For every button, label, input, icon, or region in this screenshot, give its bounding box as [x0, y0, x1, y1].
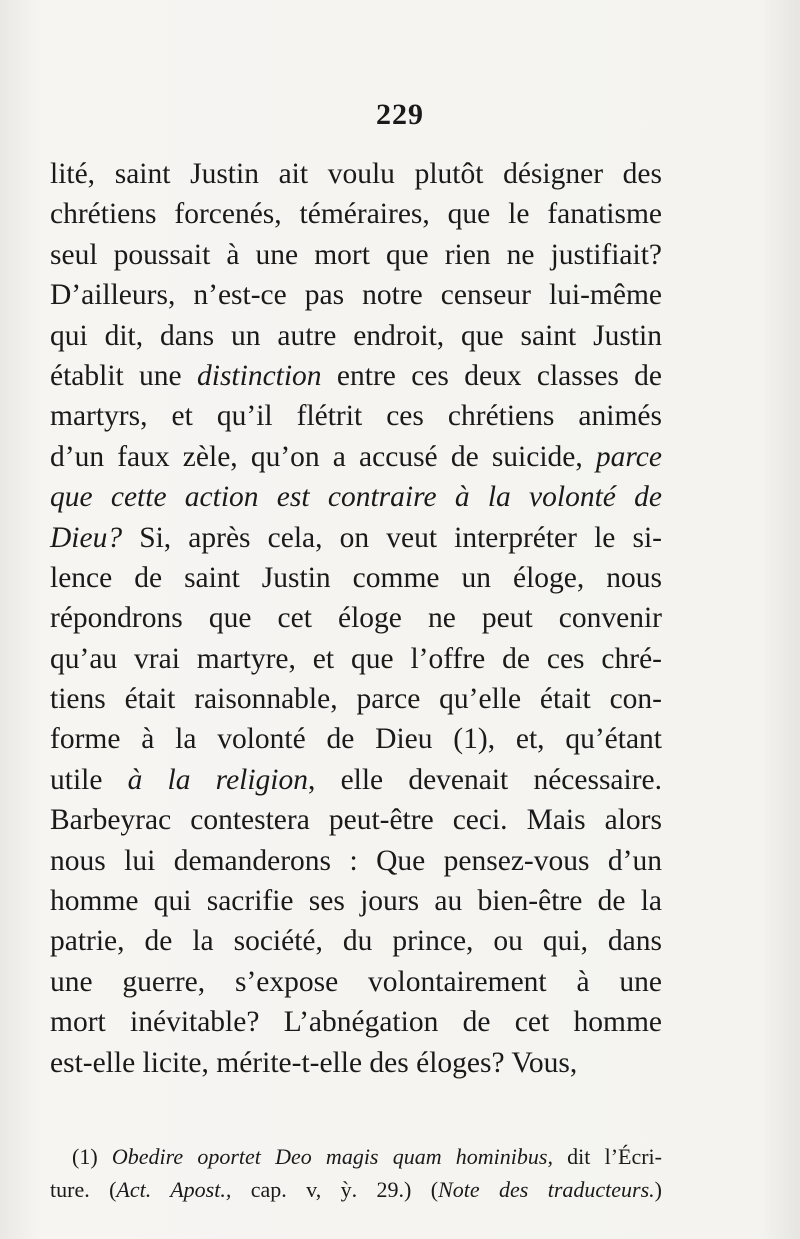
text-segment: D’ailleurs, n’est-ce pas notre censeur lui-même: [50, 279, 662, 312]
text-segment: dit l’Écri-: [552, 1144, 662, 1169]
text-segment: tiens était raisonnable, parce qu’elle était con-: [50, 683, 662, 716]
italic-text: distinction: [197, 359, 322, 392]
text-line: [50, 1043, 662, 1083]
text-segment: ture. (: [50, 1177, 117, 1202]
text-line: [50, 558, 662, 598]
text-segment: utile: [50, 763, 128, 796]
text-line: [50, 760, 662, 800]
italic-text: parce: [595, 440, 662, 473]
text-line: [50, 841, 662, 881]
footnote-line: [50, 1140, 662, 1173]
text-line: [50, 477, 662, 517]
text-line: [50, 1002, 662, 1042]
text-segment: est-elle licite, mérite-t-elle des éloges? Vous,: [50, 1046, 578, 1079]
text-line: [50, 719, 662, 759]
italic-text: Obedire oportet Deo magis quam hominibus,: [111, 1144, 553, 1169]
text-segment: entre ces deux classes de: [321, 359, 662, 392]
text-line: [50, 396, 662, 436]
text-line: [50, 881, 662, 921]
text-segment: d’un faux zèle, qu’on a accusé de suicide,: [50, 440, 596, 473]
text-segment: Barbeyrac contestera peut-être ceci. Mais alors: [50, 804, 662, 837]
text-segment: qui dit, dans un autre endroit, que saint Justin: [50, 319, 662, 352]
italic-text: que cette action est contraire à la volonté de: [50, 481, 662, 514]
text-line: [50, 800, 662, 840]
text-segment: Si, après cela, on veut interpréter le si-: [122, 521, 662, 554]
text-line: [50, 154, 662, 194]
text-segment: martyrs, et qu’il flétrit ces chrétiens animés: [50, 400, 662, 433]
page-number: 229: [376, 98, 424, 131]
text-segment: répondrons que cet éloge ne peut convenir: [50, 602, 662, 635]
text-segment: lence de saint Justin comme un éloge, nous: [50, 561, 662, 594]
text-line: [50, 235, 662, 275]
text-line: [50, 679, 662, 719]
text-line: [50, 639, 662, 679]
text-segment: ): [654, 1177, 662, 1202]
italic-text: à la religion: [127, 763, 309, 796]
text-segment: établit une: [50, 359, 197, 392]
text-segment: (1): [72, 1144, 112, 1169]
text-line: [50, 962, 662, 1002]
text-line: [50, 316, 662, 356]
text-segment: patrie, de la société, du prince, ou qui, dans: [50, 925, 662, 958]
italic-text: Note des traducteurs.: [438, 1177, 655, 1202]
body-text: [50, 154, 662, 1083]
text-line: [50, 194, 662, 234]
text-segment: nous lui demanderons : Que pensez-vous d’un: [50, 844, 662, 877]
text-line: [50, 518, 662, 558]
footnote-line: [50, 1173, 662, 1206]
footnote: [50, 1140, 662, 1206]
text-line: [50, 356, 662, 396]
text-segment: forme à la volonté de Dieu (1), et, qu’étant: [50, 723, 662, 756]
text-segment: cap. v, ỳ. 29.) (: [231, 1177, 439, 1202]
text-segment: qu’au vrai martyre, et que l’offre de ces chré-: [50, 642, 662, 675]
text-segment: chrétiens forcenés, téméraires, que le fanatisme: [50, 198, 662, 231]
text-segment: seul poussait à une mort que rien ne justifiait?: [50, 238, 662, 271]
text-line: [50, 921, 662, 961]
text-line: [50, 437, 662, 477]
text-line: [50, 275, 662, 315]
italic-text: Dieu?: [50, 521, 123, 554]
text-segment: , elle devenait nécessaire.: [308, 763, 663, 796]
text-segment: lité, saint Justin ait voulu plutôt désigner des: [50, 158, 662, 190]
text-segment: une guerre, s’expose volontairement à une: [50, 965, 662, 998]
text-segment: mort inévitable? L’abnégation de cet homme: [50, 1006, 662, 1039]
text-segment: homme qui sacrifie ses jours au bien-être de la: [50, 885, 662, 918]
italic-text: Act. Apost.,: [116, 1177, 232, 1202]
text-line: [50, 598, 662, 638]
